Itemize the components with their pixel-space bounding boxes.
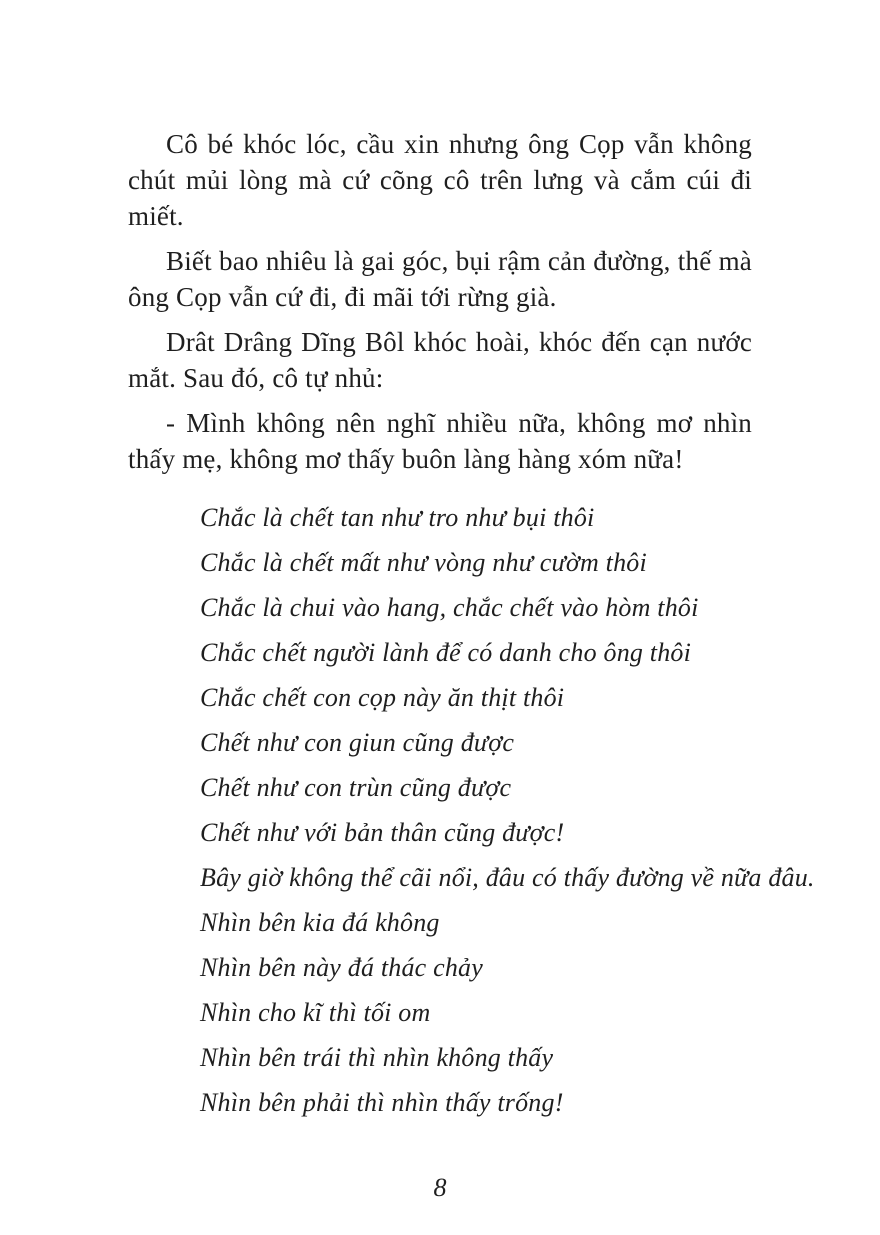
verse-line: Chắc là chui vào hang, chắc chết vào hòm thôi [200,593,699,622]
verse-line: Nhìn bên này đá thác chảy [200,953,483,982]
verse-line: Chắc chết con cọp này ăn thịt thôi [200,683,565,712]
verse-line: Nhìn bên kia đá không [200,908,440,937]
verse-line: Nhìn bên trái thì nhìn không thấy [200,1043,554,1072]
paragraph: Drât Drâng Dĩng Bôl khóc hoài, khóc đến cạn nước mắt. Sau đó, cô tự nhủ: [128,327,752,393]
verse-line: Bây giờ không thể cãi nổi, đâu có thấy đường về nữa đâu. [200,863,815,892]
verse-block [200,495,880,1125]
verse-line: Chết như con giun cũng được [200,728,515,757]
paragraph: Biết bao nhiêu là gai góc, bụi rậm cản đường, thế mà ông Cọp vẫn cứ đi, đi mãi tới rừng già. [128,246,752,312]
paragraph: - Mình không nên nghĩ nhiều nữa, không mơ nhìn thấy mẹ, không mơ thấy buôn làng hàng xóm nữa! [128,408,752,474]
verse-line: Chết như con trùn cũng được [200,773,512,802]
verse-line: Chắc là chết mất như vòng như cườm thôi [200,548,647,577]
verse-line: Chết như với bản thân cũng được! [200,818,565,847]
verse-line: Chắc chết người lành để có danh cho ông thôi [200,638,692,667]
prose-block [128,126,752,477]
page-number: 8 [433,1173,447,1202]
verse-line: Chắc là chết tan như tro như bụi thôi [200,503,595,532]
paragraph: Cô bé khóc lóc, cầu xin nhưng ông Cọp vẫn không chút mủi lòng mà cứ cõng cô trên lưng và cắm cúi đi miết. [128,129,752,231]
verse-line: Nhìn cho kĩ thì tối om [200,998,431,1027]
verse-line: Nhìn bên phải thì nhìn thấy trống! [200,1088,564,1117]
